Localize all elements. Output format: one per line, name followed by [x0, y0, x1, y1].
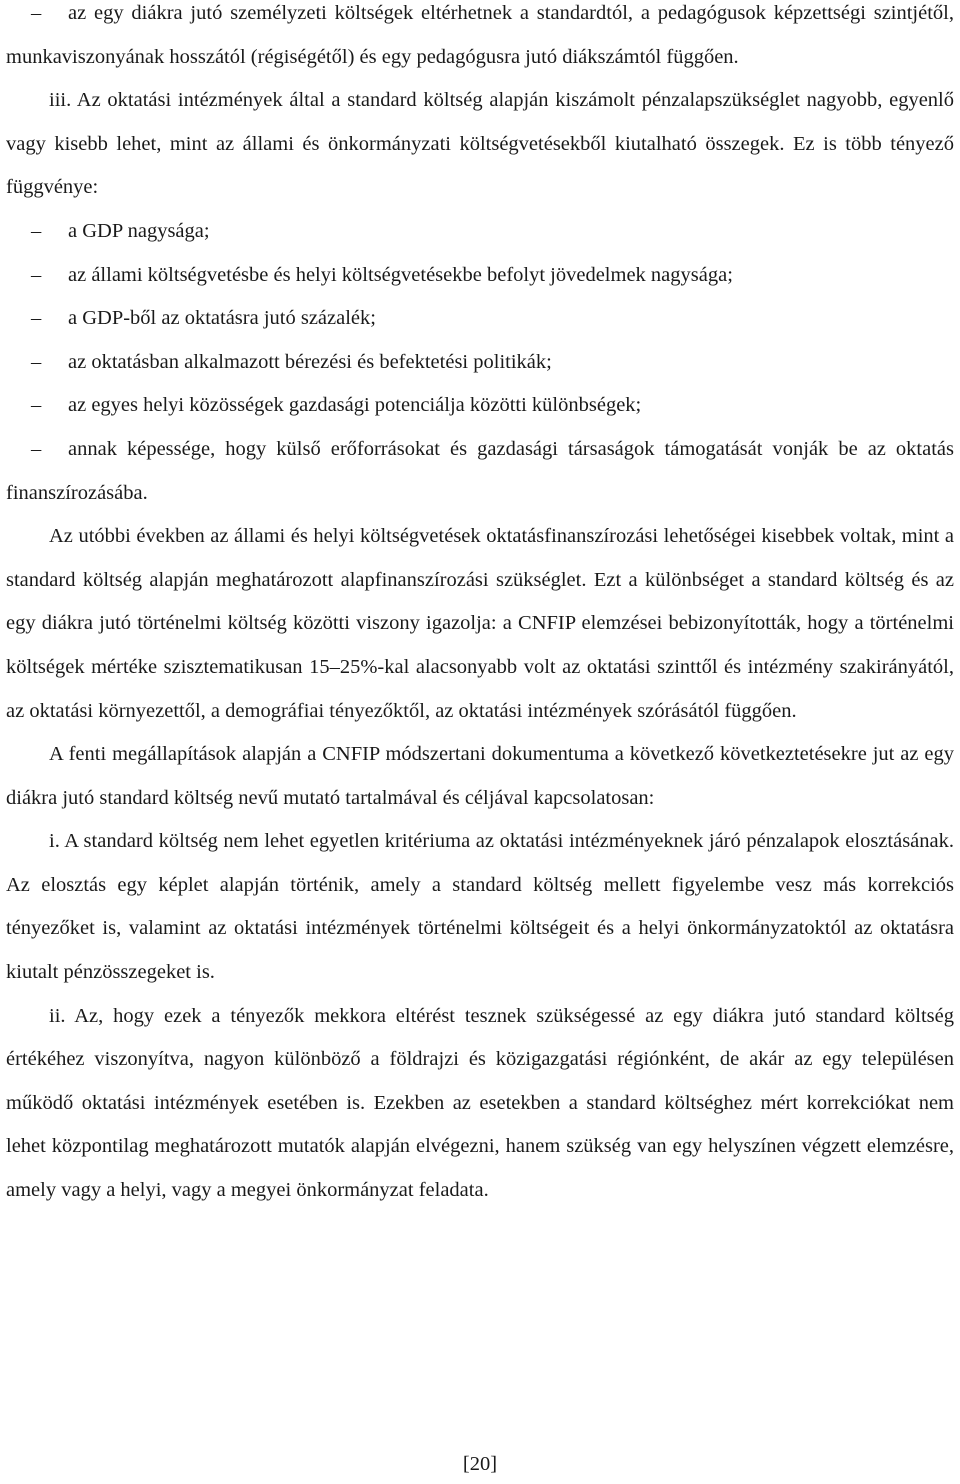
list-item [6, 428, 954, 515]
paragraph-text: az egyes helyi közösségek gazdasági potenciálja közötti különbségek; [68, 394, 642, 417]
dash-marker: – [31, 394, 42, 417]
paragraph-text: annak képessége, hogy külső erőforrásokat és gazdasági társaságok támogatását vonják be az oktatás finanszírozásába. [6, 437, 954, 504]
paragraph: iii. Az oktatási intézmények által a standard költség alapján kiszámolt pénzalapszükséglet nagyobb, egyenlő vagy kisebb lehet, mint az állami és önkormányzati költségvetésekből kiutalható összegek. Ez is több tényező függvénye: [6, 89, 954, 199]
dash-marker: – [31, 437, 42, 460]
dash-marker: – [31, 219, 42, 242]
paragraph: ii. Az, hogy ezek a tényezők mekkora eltérést tesznek szükségessé az egy diákra jutó standard költség értékéhez viszonyítva, nagyon különböző a földrajzi és közigazgatási régiónként, de akár az egy településen működő oktatási intézmények esetében is. Ezekben az esetekben a standard költséghez mért korrekciókat nem lehet központilag meghatározott mutatók alapján elvégezni, hanem szükség van egy helyszínen végzett elemzésre, amely vagy a helyi, vagy a megyei önkormányzat feladata. [6, 1004, 954, 1202]
list-item [6, 0, 954, 79]
paragraph: Az utóbbi években az állami és helyi költségvetések oktatásfinanszírozási lehetőségei kisebbek voltak, mint a standard költség alapján meghatározott alapfinanszírozási szükséglet. Ezt a különbséget a standard költség és az egy diákra jutó történelmi költség közötti viszony igazolja: a CNFIP elemzései bebizonyították, hogy a történelmi költségek mértéke szisztematikusan 15–25%-kal alacsonyabb volt az oktatási szinttől és intézmény szakirányától, az oktatási környezettől, a demográfiai tényezőktől, az oktatási intézmények szórásától függően. [6, 525, 954, 722]
page-number: [20] [462, 1453, 498, 1475]
paragraph-text: az oktatásban alkalmazott bérezési és befektetési politikák; [68, 350, 552, 373]
dash-marker: – [31, 263, 42, 286]
list-item [6, 254, 954, 298]
list-item [6, 297, 954, 341]
dash-marker: – [31, 2, 42, 24]
paragraph: A fenti megállapítások alapján a CNFIP módszertani dokumentuma a következő következtetésekre jut az egy diákra jutó standard költség nevű mutató tartalmával és céljával kapcsolatosan: [6, 743, 954, 809]
body-text [6, 0, 954, 1213]
dash-marker: – [31, 350, 42, 373]
paragraph: i. A standard költség nem lehet egyetlen kritériuma az oktatási intézményeknek járó pénzalapok elosztásának. Az elosztás egy képlet alapján történik, amely a standard költség mellett figyelembe vesz más korrekciós tényezőket is, valamint az oktatási intézmények történelmi költségeit és a helyi önkormányzatoktól az oktatásra kiutalt pénzösszegeket is. [6, 830, 954, 984]
list-item [6, 341, 954, 385]
paragraph-text: az állami költségvetésbe és helyi költségvetésekbe befolyt jövedelmek nagysága; [68, 263, 733, 286]
list-item [6, 384, 954, 428]
paragraph-text: a GDP-ből az oktatásra jutó százalék; [68, 307, 376, 330]
paragraph-text: a GDP nagysága; [68, 219, 210, 242]
paragraph-text: az egy diákra jutó személyzeti költségek eltérhetnek a standardtól, a pedagógusok képzettségi szintjétől, munkaviszonyának hosszától (régiségétől) és egy pedagógusra jutó diákszámtól függően. [6, 2, 954, 68]
list-item [6, 210, 954, 254]
dash-marker: – [31, 307, 42, 330]
